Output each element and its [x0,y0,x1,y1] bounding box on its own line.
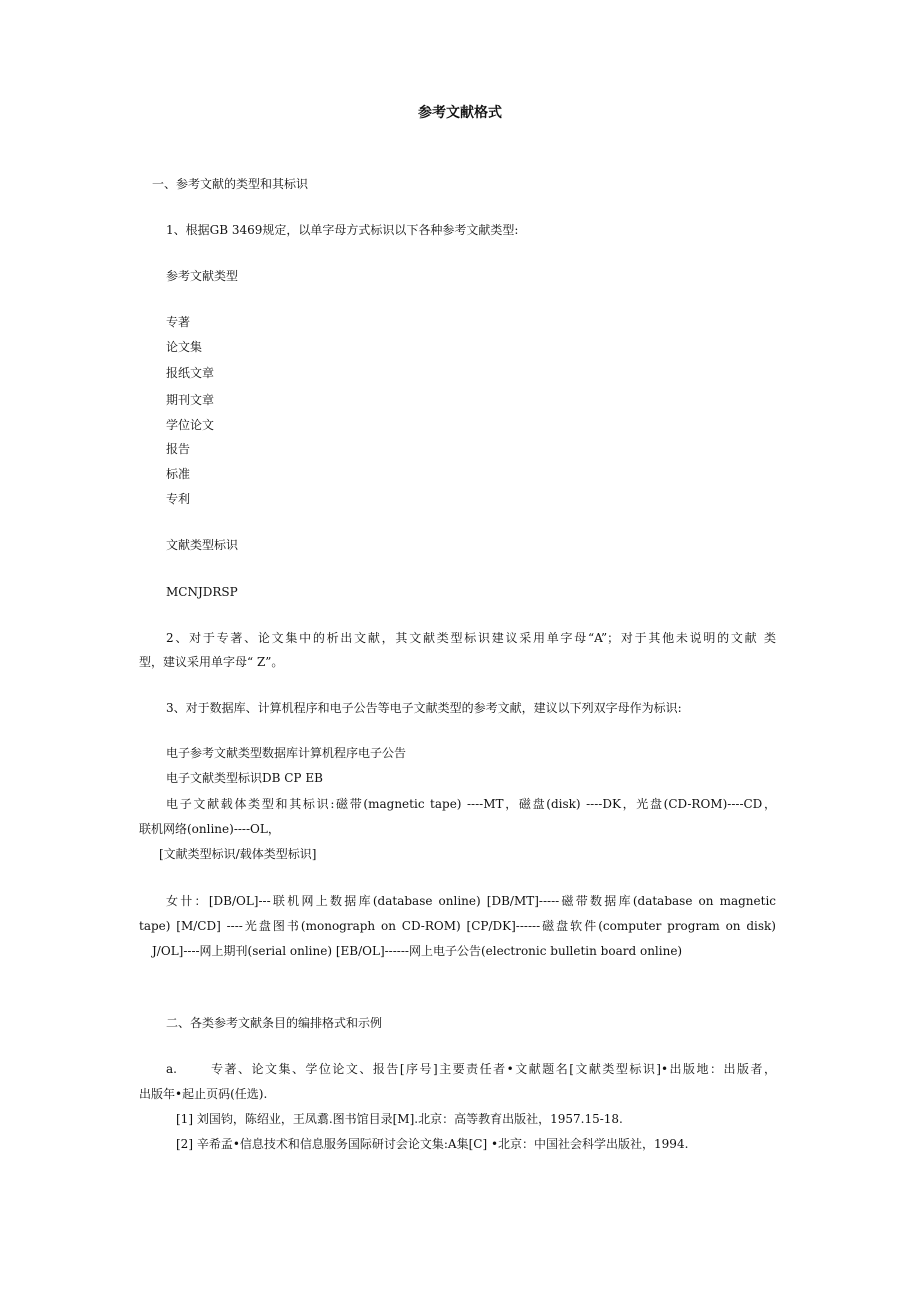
carrier-types-line-1: 电子文献载体类型和其标识:磁带(magnetic tape) ----MT，磁盘(disk) ----DK，光盘(CD-ROM)----CD， [166,797,776,811]
type-header: 参考文献类型 [166,269,239,283]
type-list-item: 论文集 [166,340,203,354]
type-list-item: 期刊文章 [166,393,215,407]
item-a-label: a. [166,1062,177,1076]
page-title: 参考文献格式 [418,105,502,121]
section-2-heading: 二、各类参考文献条目的编排格式和示例 [166,1016,383,1030]
item-a-line-2: 出版年•起止页码(任选). [139,1087,268,1101]
type-list-item: 报纸文章 [166,366,215,380]
example-line-1: 女卄：[DB/OL]---联机网上数据库(database online) [DB/MT]-----磁带数据库(database on magnetic [166,894,776,908]
bracket-format-line: [文献类型标识/载体类型标识] [159,847,317,861]
code-header: 文献类型标识 [166,538,239,552]
type-list-item: 报告 [166,442,191,456]
reference-item: [2] 辛希孟•信息技术和信息服务国际研讨会论文集:A集[C] •北京：中国社会科学出版社，1994. [176,1137,689,1151]
reference-item: [1] 刘国钧，陈绍业，王凤翥.图书馆目录[M].北京：高等教育出版社，1957.15-18. [176,1112,623,1126]
carrier-types-line-2: 联机网络(online)----OL， [139,822,280,836]
type-list-item: 专利 [166,492,191,506]
paragraph-3: 3、对于数据库、计算机程序和电子公告等电子文献类型的参考文献，建议以下列双字母作为标识: [166,701,682,715]
type-list-item: 学位论文 [166,418,215,432]
type-codes: MCNJDRSP [166,585,238,599]
electronic-codes-line: 电子文献类型标识DB CP EB [166,771,323,785]
paragraph-2-line-1: 2、对于专著、论文集中的析出文献，其文献类型标识建议采用单字母“A”；对于其他未说明的文献 类 [166,631,776,645]
item-a-line-1: 专著、论文集、学位论文、报告[序号]主要责任者•文献题名[文献类型标识]•出版地：出版者， [211,1062,776,1076]
type-list-item: 专著 [166,315,191,329]
section-1-heading: 一、参考文献的类型和其标识 [152,177,309,191]
paragraph-1: 1、根据GB 3469规定，以单字母方式标识以下各种参考文献类型: [166,223,519,237]
example-line-2: tape) [M/CD] ----光盘图书(monograph on CD-ROM) [CP/DK]------磁盘软件(computer program on disk) [139,919,776,933]
example-line-3: J/OL]----网上期刊(serial online) [EB/OL]------网上电子公告(electronic bulletin board online) [152,944,683,958]
electronic-types-line: 电子参考文献类型数据库计算机程序电子公告 [166,746,407,760]
type-list-item: 标准 [166,467,191,481]
paragraph-2-line-2: 型，建议采用单字母“ Z”。 [139,655,284,669]
